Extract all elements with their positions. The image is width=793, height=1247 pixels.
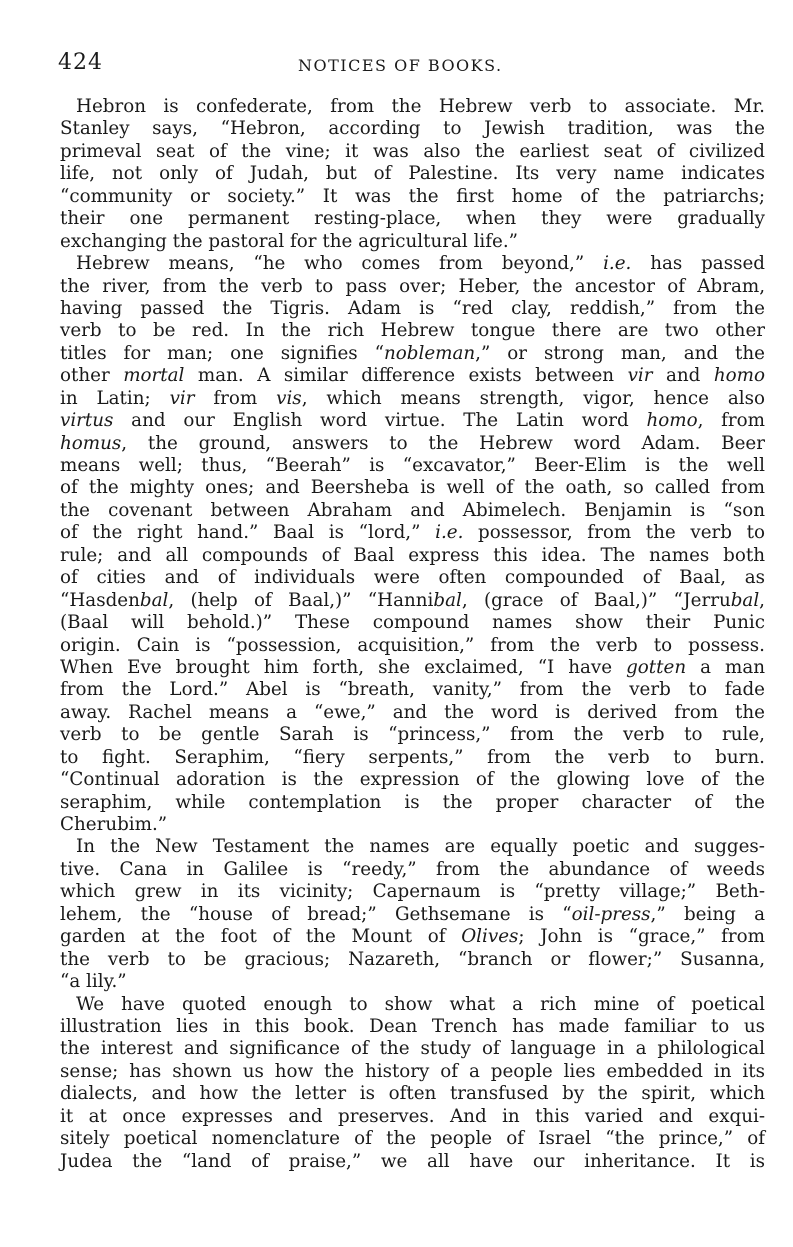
text-line: (Baal will behold.)” These compound names show their Punic (60, 612, 765, 634)
text-line: illustration lies in this book. Dean Trench has made familiar to us (60, 1015, 765, 1037)
text-line: to fight. Seraphim, “fiery serpents,” from the verb to burn. (60, 746, 765, 768)
text-line: “Continual adoration is the expression of the glowing love of the (60, 769, 765, 791)
text-line: seraphim, while contemplation is the proper character of the (60, 791, 765, 813)
text-line: of cities and of individuals were often compounded of Baal, as (60, 567, 765, 589)
text-line: garden at the foot of the Mount of Olives; John is “grace,” from (60, 926, 765, 948)
text-line: Hebrew means, “he who comes from beyond,” i.e. has passed (76, 253, 765, 275)
text-line: of the right hand.” Baal is “lord,” i.e. possessor, from the verb to (60, 522, 765, 544)
running-head: NOTICES OF BOOKS. (298, 56, 503, 75)
text-line: Judea the “land of praise,” we all have our inheritance. It is (60, 1150, 765, 1172)
text-line: the covenant between Abraham and Abimelech. Benjamin is “son (60, 499, 765, 521)
text-line: other mortal man. A similar difference exists between vir and homo (60, 365, 765, 387)
text-line: it at once expresses and preserves. And in this varied and exqui- (60, 1105, 765, 1127)
text-line: dialects, and how the letter is often transfused by the spirit, which (60, 1083, 765, 1105)
text-line: titles for man; one signifies “nobleman,” or strong man, and the (60, 342, 765, 364)
text-line: lehem, the “house of bread;” Gethsemane is “oil-press,” being a (60, 903, 765, 925)
text-line: sitely poetical nomenclature of the people of Israel “the prince,” of (60, 1128, 765, 1150)
text-line: the interest and significance of the study of language in a philological (60, 1038, 765, 1060)
text-line: the verb to be gracious; Nazareth, “branch or flower;” Susanna, (60, 948, 765, 970)
text-line: life, not only of Judah, but of Palestine. Its very name indicates (60, 163, 765, 185)
text-line: Cherubim.” (60, 814, 168, 835)
text-line: homus, the ground, answers to the Hebrew word Adam. Beer (60, 432, 765, 454)
text-line: of the mighty ones; and Beersheba is well of the oath, so called from (60, 477, 765, 499)
text-line: When Eve brought him forth, she exclaimed, “I have gotten a man (60, 656, 766, 678)
text-line: in Latin; vir from vis, which means strength, vigor, hence also (60, 387, 765, 409)
text-line: the river, from the verb to pass over; Heber, the ancestor of Abram, (60, 275, 765, 297)
text-line: “Hasdenbal, (help of Baal,)” “Hannibal, (grace of Baal,)” “Jerrubal, (60, 589, 765, 611)
page-number: 424 (58, 50, 103, 75)
text-line: having passed the Tigris. Adam is “red clay, reddish,” from the (60, 297, 765, 319)
text-line: which grew in its vicinity; Capernaum is “pretty village;” Beth- (60, 881, 765, 903)
text-line: tive. Cana in Galilee is “reedy,” from the abundance of weeds (60, 858, 765, 880)
text-line: their one permanent resting-place, when they were gradually (60, 208, 765, 230)
text-line: “community or society.” It was the first home of the patriarchs; (60, 185, 765, 207)
text-line: Stanley says, “Hebron, according to Jewish tradition, was the (60, 118, 765, 140)
text-line: verb to be red. In the rich Hebrew tongue there are two other (60, 320, 765, 342)
text-line: “a lily.” (60, 971, 127, 993)
text-line: sense; has shown us how the history of a people lies embedded in its (60, 1060, 765, 1082)
text-line: rule; and all compounds of Baal express this idea. The names both (60, 544, 765, 566)
text-line: from the Lord.” Abel is “breath, vanity,” from the verb to fade (60, 679, 765, 701)
body-text (60, 96, 765, 1173)
text-line: verb to be gentle Sarah is “princess,” from the verb to rule, (60, 724, 765, 746)
text-line: means well; thus, “Beerah” is “excavator,” Beer-Elim is the well (60, 455, 765, 476)
text-line: Hebron is confederate, from the Hebrew verb to associate. Mr. (76, 96, 765, 117)
text-line: origin. Cain is “possession, acquisition,” from the verb to possess. (60, 634, 765, 656)
text-line: virtus and our English word virtue. The Latin word homo, from (60, 410, 766, 432)
text-line: exchanging the pastoral for the agricultural life.” (60, 230, 519, 252)
text-line: away. Rachel means a “ewe,” and the word is derived from the (60, 701, 765, 723)
text-line: We have quoted enough to show what a rich mine of poetical (76, 993, 765, 1015)
page-header (58, 50, 748, 80)
text-line: primeval seat of the vine; it was also the earliest seat of civilized (60, 140, 765, 162)
text-line: In the New Testament the names are equally poetic and sugges- (76, 836, 765, 858)
